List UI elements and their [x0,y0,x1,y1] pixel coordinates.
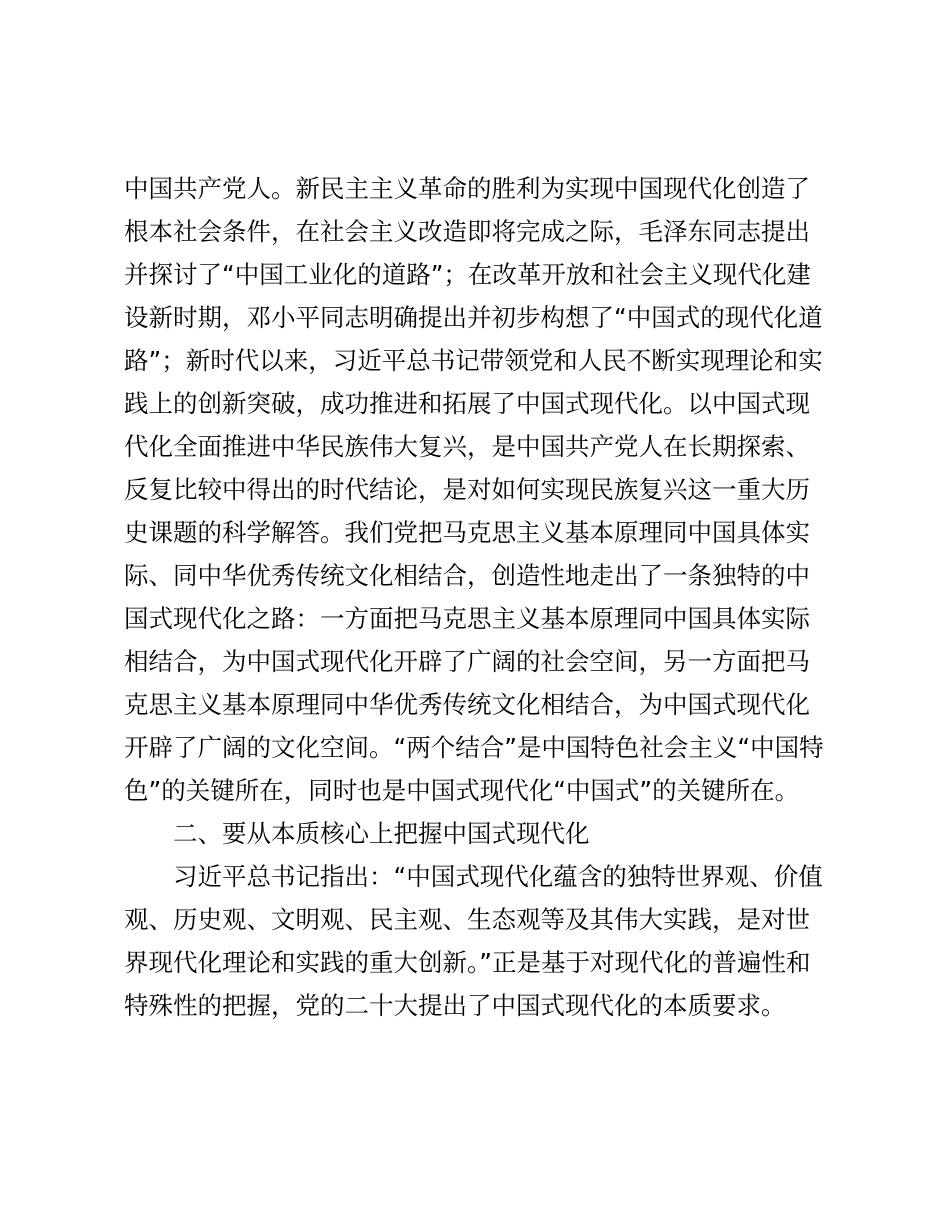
paragraph-line: 设新时期，邓小平同志明确提出并初步构想了“中国式的现代化道 [124,303,823,332]
paragraph-line: 反复比较中得出的时代结论，是对如何实现民族复兴这一重大历 [124,475,810,504]
paragraph-modernization-history [124,167,844,812]
paragraph-line: 并探讨了“中国工业化的道路”；在改革开放和社会主义现代化建 [124,260,811,289]
paragraph-line: 相结合，为中国式现代化开辟了广阔的社会空间，另一方面把马 [124,647,810,676]
document-body [124,167,844,1027]
section-heading: 二、要从本质核心上把握中国式现代化 [173,819,590,848]
paragraph-line: 习近平总书记指出：“中国式现代化蕴含的独特世界观、价值 [173,862,823,891]
paragraph-line: 路”；新时代以来，习近平总书记带领党和人民不断实现理论和实 [124,346,823,375]
paragraph-line: 观、历史观、文明观、民主观、生态观等及其伟大实践，是对世 [124,905,810,934]
paragraph-line: 代化全面推进中华民族伟大复兴，是中国共产党人在长期探索、 [124,432,810,461]
paragraph-line: 践上的创新突破，成功推进和拓展了中国式现代化。以中国式现 [124,389,810,418]
paragraph-line: 史课题的科学解答。我们党把马克思主义基本原理同中国具体实 [124,518,810,547]
paragraph-line: 开辟了广阔的文化空间。“两个结合”是中国特色社会主义“中国特 [124,733,824,762]
paragraph-line: 特殊性的把握，党的二十大提出了中国式现代化的本质要求。 [124,991,786,1020]
paragraph-essence-requirements [124,855,844,1027]
paragraph-line: 克思主义基本原理同中华优秀传统文化相结合，为中国式现代化 [124,690,810,719]
paragraph-line: 中国共产党人。新民主主义革命的胜利为实现中国现代化创造了 [124,174,810,203]
paragraph-line: 色”的关键所在，同时也是中国式现代化“中国式”的关键所在。 [124,776,800,805]
paragraph-line: 界现代化理论和实践的重大创新。”正是基于对现代化的普遍性和 [124,948,811,977]
paragraph-line: 根本社会条件，在社会主义改造即将完成之际，毛泽东同志提出 [124,217,810,246]
paragraph-line: 国式现代化之路：一方面把马克思主义基本原理同中国具体实际 [124,604,810,633]
paragraph-line: 际、同中华优秀传统文化相结合，创造性地走出了一条独特的中 [124,561,810,590]
